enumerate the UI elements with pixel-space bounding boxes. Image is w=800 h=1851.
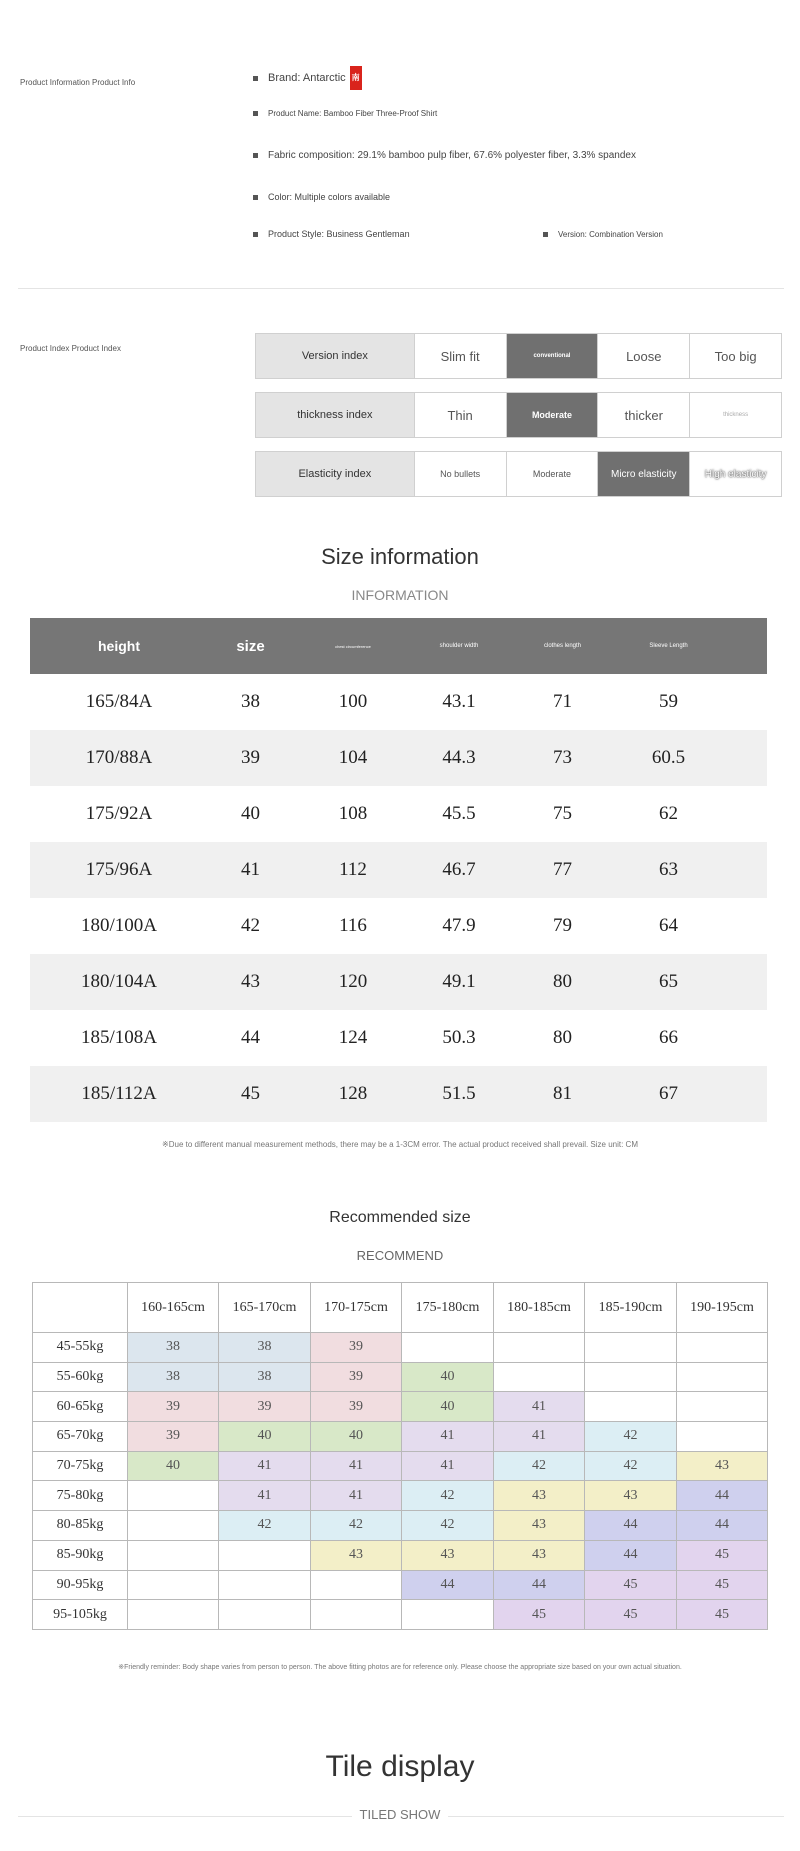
cell: 120 bbox=[338, 971, 368, 992]
recommend-note: ※Friendly reminder: Body shape varies from person to person. The above fitting photos are for reference only. Please choose the appropriate size based on your own actual situation. bbox=[118, 1664, 682, 1671]
cell: 65 bbox=[659, 971, 678, 992]
size-cell: 44 bbox=[585, 1540, 677, 1570]
index-option: thicker bbox=[597, 393, 689, 437]
size-cell: 41 bbox=[402, 1422, 494, 1452]
cell: 175/96A bbox=[85, 859, 153, 880]
size-cell bbox=[494, 1333, 585, 1363]
size-cell bbox=[311, 1570, 402, 1600]
version-row bbox=[543, 230, 663, 239]
cell: 38 bbox=[241, 691, 260, 712]
size-cell: 39 bbox=[311, 1333, 402, 1363]
size-table-header bbox=[30, 618, 767, 674]
size-cell: 44 bbox=[677, 1511, 768, 1541]
size-cell: 42 bbox=[402, 1481, 494, 1511]
color-text: Color: Multiple colors available bbox=[268, 192, 391, 202]
bullet-icon bbox=[253, 195, 258, 200]
table-row bbox=[33, 1362, 768, 1392]
index-option-selected: Micro elasticity bbox=[597, 452, 689, 496]
size-cell bbox=[128, 1481, 219, 1511]
table-row bbox=[30, 1010, 767, 1066]
table-row bbox=[33, 1392, 768, 1422]
size-cell bbox=[128, 1600, 219, 1630]
size-cell: 45 bbox=[677, 1600, 768, 1630]
table-row bbox=[33, 1540, 768, 1570]
cell: 49.1 bbox=[442, 971, 476, 992]
size-cell: 38 bbox=[219, 1362, 311, 1392]
col-shoulder: shoulder width bbox=[439, 643, 479, 649]
table-row bbox=[30, 1066, 767, 1122]
product-index-label: Product Index Product Index bbox=[20, 344, 121, 353]
cell: 60.5 bbox=[651, 747, 686, 768]
size-cell: 44 bbox=[402, 1570, 494, 1600]
index-option: Slim fit bbox=[414, 334, 506, 378]
cell: 50.3 bbox=[442, 1027, 476, 1048]
bullet-icon bbox=[253, 111, 258, 116]
size-cell: 41 bbox=[494, 1422, 585, 1452]
index-option: High elasticity bbox=[689, 452, 781, 496]
size-cell: 41 bbox=[219, 1451, 311, 1481]
weight-label: 90-95kg bbox=[33, 1570, 128, 1600]
size-cell: 40 bbox=[311, 1422, 402, 1452]
index-head: Version index bbox=[256, 334, 414, 378]
size-cell: 41 bbox=[402, 1451, 494, 1481]
recommend-table bbox=[32, 1282, 768, 1630]
height-header: 170-175cm bbox=[311, 1283, 402, 1333]
size-cell bbox=[402, 1600, 494, 1630]
size-cell bbox=[585, 1362, 677, 1392]
cell: 44 bbox=[241, 1027, 260, 1048]
cell: 45 bbox=[241, 1083, 260, 1104]
cell: 112 bbox=[339, 859, 367, 880]
index-option: No bullets bbox=[414, 452, 506, 496]
weight-label: 80-85kg bbox=[33, 1511, 128, 1541]
brand-logo-icon: 南 bbox=[350, 66, 362, 90]
index-option: Moderate bbox=[506, 452, 598, 496]
cell: 71 bbox=[553, 691, 572, 712]
size-cell: 42 bbox=[402, 1511, 494, 1541]
size-note: ※Due to different manual measurement methods, there may be a 1-3CM error. The actual product received shall prevail. Size unit: CM bbox=[162, 1140, 638, 1149]
table-row bbox=[33, 1333, 768, 1363]
cell: 81 bbox=[553, 1083, 572, 1104]
cell: 42 bbox=[241, 915, 260, 936]
recommend-title: Recommended size bbox=[329, 1209, 471, 1226]
table-row bbox=[33, 1600, 768, 1630]
size-cell: 44 bbox=[494, 1570, 585, 1600]
size-cell: 39 bbox=[128, 1392, 219, 1422]
size-cell: 42 bbox=[494, 1451, 585, 1481]
cell: 77 bbox=[553, 859, 572, 880]
product-name-text: Product Name: Bamboo Fiber Three-Proof Shirt bbox=[268, 109, 438, 118]
cell: 175/92A bbox=[85, 803, 153, 824]
divider bbox=[18, 288, 784, 289]
size-cell: 39 bbox=[311, 1362, 402, 1392]
table-row bbox=[30, 786, 767, 842]
weight-label: 65-70kg bbox=[33, 1422, 128, 1452]
cell: 64 bbox=[659, 915, 678, 936]
size-cell bbox=[402, 1333, 494, 1363]
height-header: 175-180cm bbox=[402, 1283, 494, 1333]
size-cell: 42 bbox=[219, 1511, 311, 1541]
product-info-label: Product Information Product Info bbox=[20, 78, 136, 87]
size-cell: 41 bbox=[311, 1451, 402, 1481]
cell: 128 bbox=[338, 1083, 368, 1104]
corner-cell bbox=[33, 1283, 128, 1333]
col-chest: chest circumference bbox=[335, 643, 371, 649]
bullet-icon bbox=[253, 153, 258, 158]
size-cell: 42 bbox=[585, 1451, 677, 1481]
weight-label: 70-75kg bbox=[33, 1451, 128, 1481]
size-cell: 42 bbox=[585, 1422, 677, 1452]
cell: 80 bbox=[553, 971, 572, 992]
size-cell bbox=[128, 1570, 219, 1600]
size-cell bbox=[128, 1511, 219, 1541]
cell: 73 bbox=[553, 747, 572, 768]
table-row bbox=[30, 674, 767, 730]
size-cell bbox=[311, 1600, 402, 1630]
height-header: 185-190cm bbox=[585, 1283, 677, 1333]
cell: 43.1 bbox=[442, 691, 476, 712]
size-cell: 45 bbox=[494, 1600, 585, 1630]
size-cell: 44 bbox=[585, 1511, 677, 1541]
cell: 75 bbox=[553, 803, 572, 824]
cell: 43 bbox=[241, 971, 260, 992]
recommend-subtitle: RECOMMEND bbox=[356, 1248, 444, 1263]
col-height: height bbox=[98, 638, 140, 654]
brand-row bbox=[253, 66, 362, 90]
elasticity-index-row bbox=[255, 451, 782, 497]
cell: 185/108A bbox=[81, 1027, 157, 1048]
col-length: clothes length bbox=[543, 643, 582, 649]
version-index-row bbox=[255, 333, 782, 379]
size-info-subtitle: INFORMATION bbox=[351, 587, 449, 603]
tile-title: Tile display bbox=[325, 1750, 475, 1783]
index-option-selected: Moderate bbox=[506, 393, 598, 437]
weight-label: 95-105kg bbox=[33, 1600, 128, 1630]
brand-text: Brand: Antarctic bbox=[268, 72, 346, 84]
cell: 40 bbox=[241, 803, 260, 824]
index-option-selected: conventional bbox=[506, 334, 598, 378]
tile-subtitle-text: TILED SHOW bbox=[352, 1807, 449, 1822]
size-cell bbox=[677, 1422, 768, 1452]
cell: 124 bbox=[338, 1027, 368, 1048]
table-row bbox=[30, 730, 767, 786]
size-cell bbox=[494, 1362, 585, 1392]
bullet-icon bbox=[253, 76, 258, 81]
cell: 47.9 bbox=[442, 915, 476, 936]
cell: 44.3 bbox=[442, 747, 476, 768]
size-cell bbox=[219, 1570, 311, 1600]
cell: 59 bbox=[659, 691, 678, 712]
cell: 108 bbox=[338, 803, 368, 824]
size-cell: 39 bbox=[219, 1392, 311, 1422]
bullet-icon bbox=[543, 232, 548, 237]
size-cell: 44 bbox=[677, 1481, 768, 1511]
version-text: Version: Combination Version bbox=[558, 230, 663, 239]
thickness-index-row bbox=[255, 392, 782, 438]
size-info-title: Size information bbox=[321, 544, 479, 569]
size-cell: 41 bbox=[311, 1481, 402, 1511]
weight-label: 75-80kg bbox=[33, 1481, 128, 1511]
bullet-icon bbox=[253, 232, 258, 237]
height-header: 190-195cm bbox=[677, 1283, 768, 1333]
size-cell: 40 bbox=[128, 1451, 219, 1481]
size-cell: 45 bbox=[677, 1570, 768, 1600]
weight-label: 55-60kg bbox=[33, 1362, 128, 1392]
cell: 79 bbox=[553, 915, 572, 936]
size-cell bbox=[677, 1333, 768, 1363]
cell: 41 bbox=[241, 859, 260, 880]
fabric-row bbox=[253, 150, 636, 161]
cell: 170/88A bbox=[85, 747, 153, 768]
cell: 66 bbox=[659, 1027, 678, 1048]
index-option: thickness bbox=[689, 393, 781, 437]
cell: 46.7 bbox=[442, 859, 476, 880]
height-header: 160-165cm bbox=[128, 1283, 219, 1333]
size-cell: 40 bbox=[402, 1392, 494, 1422]
cell: 104 bbox=[338, 747, 368, 768]
cell: 116 bbox=[339, 915, 367, 936]
index-option: Loose bbox=[597, 334, 689, 378]
size-cell: 43 bbox=[494, 1511, 585, 1541]
table-row bbox=[33, 1570, 768, 1600]
product-name-row bbox=[253, 109, 437, 118]
style-row bbox=[253, 229, 410, 239]
size-cell: 40 bbox=[402, 1362, 494, 1392]
cell: 51.5 bbox=[442, 1083, 476, 1104]
size-cell bbox=[585, 1392, 677, 1422]
weight-label: 45-55kg bbox=[33, 1333, 128, 1363]
table-row bbox=[33, 1481, 768, 1511]
size-cell: 43 bbox=[402, 1540, 494, 1570]
col-sleeve: Sleeve Length bbox=[649, 643, 688, 649]
size-cell bbox=[585, 1333, 677, 1363]
size-cell: 41 bbox=[219, 1481, 311, 1511]
cell: 165/84A bbox=[85, 691, 153, 712]
size-cell: 43 bbox=[585, 1481, 677, 1511]
size-cell: 39 bbox=[128, 1422, 219, 1452]
height-header: 180-185cm bbox=[494, 1283, 585, 1333]
size-cell: 38 bbox=[128, 1362, 219, 1392]
size-cell: 41 bbox=[494, 1392, 585, 1422]
size-cell: 45 bbox=[585, 1600, 677, 1630]
size-cell: 43 bbox=[311, 1540, 402, 1570]
weight-label: 85-90kg bbox=[33, 1540, 128, 1570]
size-cell bbox=[219, 1540, 311, 1570]
col-size: size bbox=[236, 637, 265, 655]
index-option: Thin bbox=[414, 393, 506, 437]
index-head: Elasticity index bbox=[256, 452, 414, 496]
size-cell bbox=[677, 1392, 768, 1422]
size-table bbox=[30, 618, 767, 1122]
size-cell: 38 bbox=[128, 1333, 219, 1363]
cell: 180/104A bbox=[81, 971, 157, 992]
size-cell: 45 bbox=[677, 1540, 768, 1570]
size-cell bbox=[677, 1362, 768, 1392]
size-cell: 39 bbox=[311, 1392, 402, 1422]
cell: 63 bbox=[659, 859, 678, 880]
cell: 39 bbox=[241, 747, 260, 768]
size-cell: 42 bbox=[311, 1511, 402, 1541]
table-row bbox=[33, 1422, 768, 1452]
recommend-header-row bbox=[33, 1283, 768, 1333]
size-cell: 43 bbox=[494, 1481, 585, 1511]
cell: 62 bbox=[659, 803, 678, 824]
table-row bbox=[30, 898, 767, 954]
size-cell: 45 bbox=[585, 1570, 677, 1600]
size-cell: 43 bbox=[677, 1451, 768, 1481]
table-row bbox=[33, 1451, 768, 1481]
size-cell: 38 bbox=[219, 1333, 311, 1363]
color-row bbox=[253, 192, 390, 202]
tile-subtitle bbox=[0, 1807, 800, 1822]
index-head: thickness index bbox=[256, 393, 414, 437]
table-row bbox=[30, 954, 767, 1010]
cell: 67 bbox=[659, 1083, 678, 1104]
weight-label: 60-65kg bbox=[33, 1392, 128, 1422]
table-row bbox=[30, 842, 767, 898]
size-cell: 40 bbox=[219, 1422, 311, 1452]
index-option: Too big bbox=[689, 334, 781, 378]
height-header: 165-170cm bbox=[219, 1283, 311, 1333]
size-cell bbox=[219, 1600, 311, 1630]
table-row bbox=[33, 1511, 768, 1541]
cell: 100 bbox=[338, 691, 368, 712]
cell: 45.5 bbox=[442, 803, 476, 824]
size-cell: 43 bbox=[494, 1540, 585, 1570]
style-text: Product Style: Business Gentleman bbox=[268, 229, 410, 239]
cell: 80 bbox=[553, 1027, 572, 1048]
fabric-text: Fabric composition: 29.1% bamboo pulp fiber, 67.6% polyester fiber, 3.3% spandex bbox=[268, 150, 636, 161]
size-cell bbox=[128, 1540, 219, 1570]
cell: 185/112A bbox=[81, 1083, 157, 1104]
cell: 180/100A bbox=[81, 915, 157, 936]
